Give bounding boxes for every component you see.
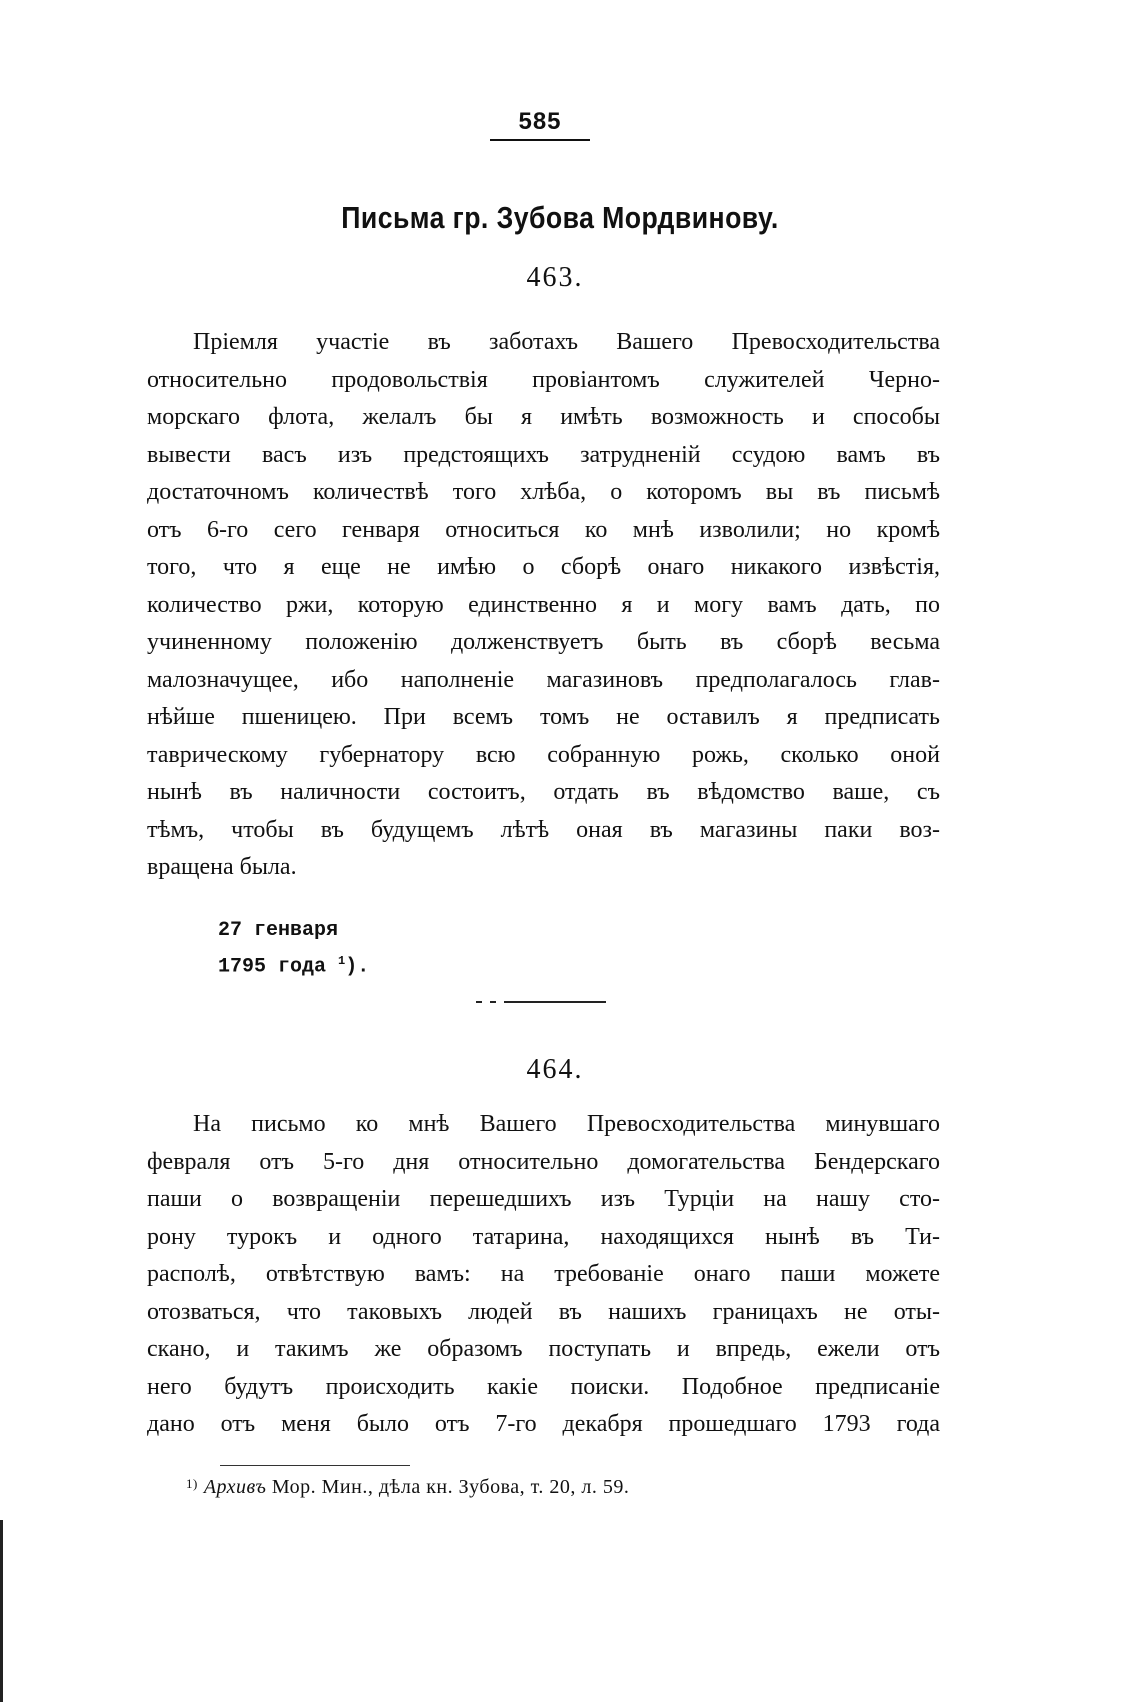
text-line: рону турокъ и одного татарина, находящихся нынѣ въ Ти- [147,1223,940,1250]
date-day-month: 27 генваря [218,919,339,942]
footnote [186,1476,886,1499]
section-title: Письма гр. Зубова Мордвинову. [341,200,779,235]
letter-number: 463. [526,262,584,293]
text-line: отозваться, что таковыхъ людей въ нашихъ границахъ не оты- [147,1298,940,1325]
letter-body [147,324,940,887]
footnote-marker: 1) [186,1476,198,1491]
separator-dot [476,1001,482,1003]
page-number-underline [490,139,590,141]
text-line: дано отъ меня было отъ 7-го декабря прошедшаго 1793 года [147,1411,940,1437]
text-line: февраля отъ 5-го дня относительно домогательства Бендерскаго [147,1148,940,1175]
section-separator [476,1001,606,1003]
date-year: 1795 года [218,955,327,979]
text-line: количество ржи, которую единственно я и могу вамъ дать, по [147,591,940,618]
text-line: вывести васъ изъ предстоящихъ затрудненій ссудою вамъ въ [147,441,940,468]
text-line: На письмо ко мнѣ Вашего Превосходительства минувшаго [193,1111,940,1137]
separator-line [504,1001,606,1003]
text-line: скано, и такимъ же образомъ поступать и впредь, ежели отъ [147,1336,940,1362]
text-line: нѣйше пшеницею. При всемъ томъ не оставилъ я предписать [147,704,940,730]
text-line: таврическому губернатору всю собранную рожь, сколько оной [147,741,940,768]
text-line: достаточномъ количествѣ того хлѣба, о которомъ вы въ письмѣ [147,479,940,505]
page-number: 585 [518,108,562,135]
text-line: отъ 6-го сего генваря относиться ко мнѣ изволили; но кромѣ [147,516,940,543]
footnote-ref: 1 [338,954,346,968]
text-line: относительно продовольствія провіантомъ служителей Черно- [147,366,940,393]
text-line: малозначущее, ибо наполненіе магазиновъ предполагалось глав- [147,666,940,693]
date-suffix: ). [345,955,370,979]
text-line: него будутъ происходить какіе поиски. Подобное предписаніе [147,1373,940,1400]
date-year-line [218,946,369,983]
text-line: того, что я еще не имѣю о сборѣ онаго никакого извѣстія, [147,554,940,580]
text-line: нынѣ въ наличности состоитъ, отдать въ вѣдомство ваше, съ [147,779,940,805]
scan-edge [0,1520,3,1702]
text-line: паши о возвращеніи перешедшихъ изъ Турціи на нашу сто- [147,1186,940,1212]
letter-body [147,1106,940,1444]
text-line: располѣ, отвѣтствую вамъ: на требованіе онаго паши можете [147,1261,940,1287]
letter-date [218,916,369,983]
text-line: тѣмъ, чтобы въ будущемъ лѣтѣ оная въ магазины паки воз- [147,816,940,843]
text-line: вращена была. [147,854,297,880]
footnote-text: Мор. Мин., дѣла кн. Зубова, т. 20, л. 59. [271,1476,630,1498]
separator-dot [490,1001,496,1003]
footnote-rule [220,1465,410,1466]
text-line: учиненному положенію долженствуетъ быть въ сборѣ весьма [147,629,940,655]
footnote-source: Архивъ [203,1476,267,1498]
letter-number: 464. [526,1054,584,1085]
text-line: Пріемля участіе въ заботахъ Вашего Превосходительства [193,329,940,355]
text-line: морскаго флота, желалъ бы я имѣть возможность и способы [147,404,940,430]
